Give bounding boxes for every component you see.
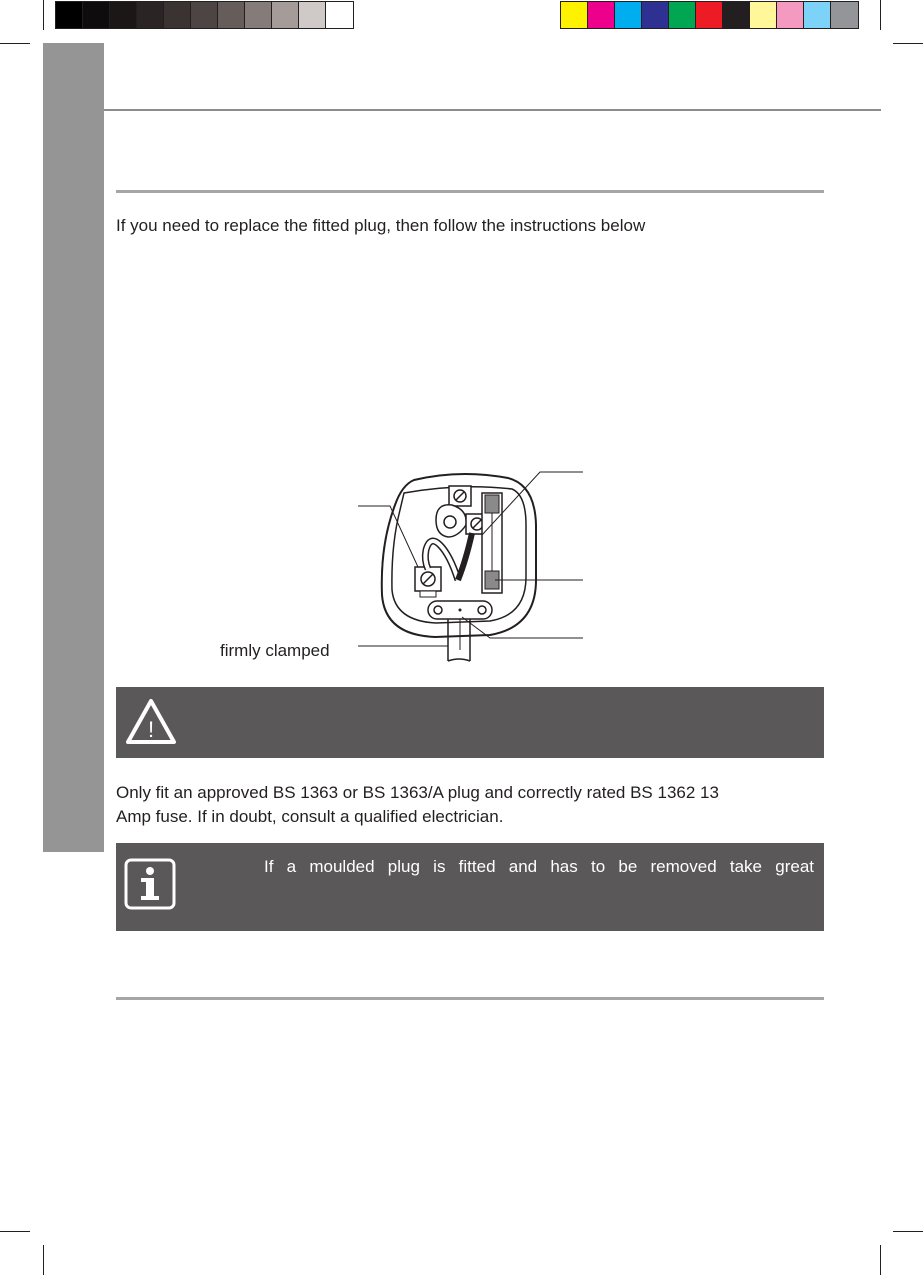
color-swatch xyxy=(804,2,831,28)
info-text: If a moulded plug is fitted and has to be removed take great xyxy=(264,857,814,876)
color-swatch xyxy=(669,2,696,28)
color-swatch xyxy=(750,2,777,28)
plug-wiring-diagram xyxy=(340,465,600,670)
color-swatch xyxy=(83,2,110,28)
color-swatch xyxy=(137,2,164,28)
color-swatch xyxy=(326,2,353,28)
crop-mark xyxy=(880,0,881,30)
crop-mark xyxy=(0,1231,30,1232)
svg-text:!: ! xyxy=(147,717,155,742)
color-swatch xyxy=(191,2,218,28)
color-swatch xyxy=(110,2,137,28)
color-swatch xyxy=(164,2,191,28)
body-text-line1: Only fit an approved BS 1363 or BS 1363/A plug and correctly rated BS 1362 13 xyxy=(116,783,719,802)
crop-mark xyxy=(0,43,30,44)
firmly-clamped-label: firmly clamped xyxy=(220,641,330,660)
color-swatch xyxy=(272,2,299,28)
section-rule-top xyxy=(116,190,824,193)
body-text-line2: Amp fuse. If in doubt, consult a qualified electrician. xyxy=(116,807,504,826)
color-swatch xyxy=(588,2,615,28)
section-rule-bottom xyxy=(116,997,824,1000)
color-swatch xyxy=(723,2,750,28)
process-color-bar xyxy=(560,1,859,29)
crop-mark xyxy=(43,0,44,30)
color-swatch xyxy=(218,2,245,28)
crop-mark xyxy=(880,1245,881,1275)
crop-mark xyxy=(43,1245,44,1275)
color-swatch xyxy=(777,2,804,28)
intro-text: If you need to replace the fitted plug, then follow the instructions below xyxy=(116,216,646,235)
color-swatch xyxy=(642,2,669,28)
color-swatch xyxy=(561,2,588,28)
color-swatch xyxy=(696,2,723,28)
color-swatch xyxy=(245,2,272,28)
color-swatch xyxy=(831,2,858,28)
warning-triangle-icon xyxy=(124,697,178,747)
grayscale-color-bar xyxy=(55,1,354,29)
header-rule xyxy=(104,109,881,111)
color-swatch xyxy=(615,2,642,28)
info-icon xyxy=(124,858,176,910)
side-section-tab xyxy=(43,43,104,852)
crop-mark xyxy=(893,1231,923,1232)
color-swatch xyxy=(56,2,83,28)
warning-box xyxy=(116,687,824,758)
crop-mark xyxy=(893,43,923,44)
color-swatch xyxy=(299,2,326,28)
